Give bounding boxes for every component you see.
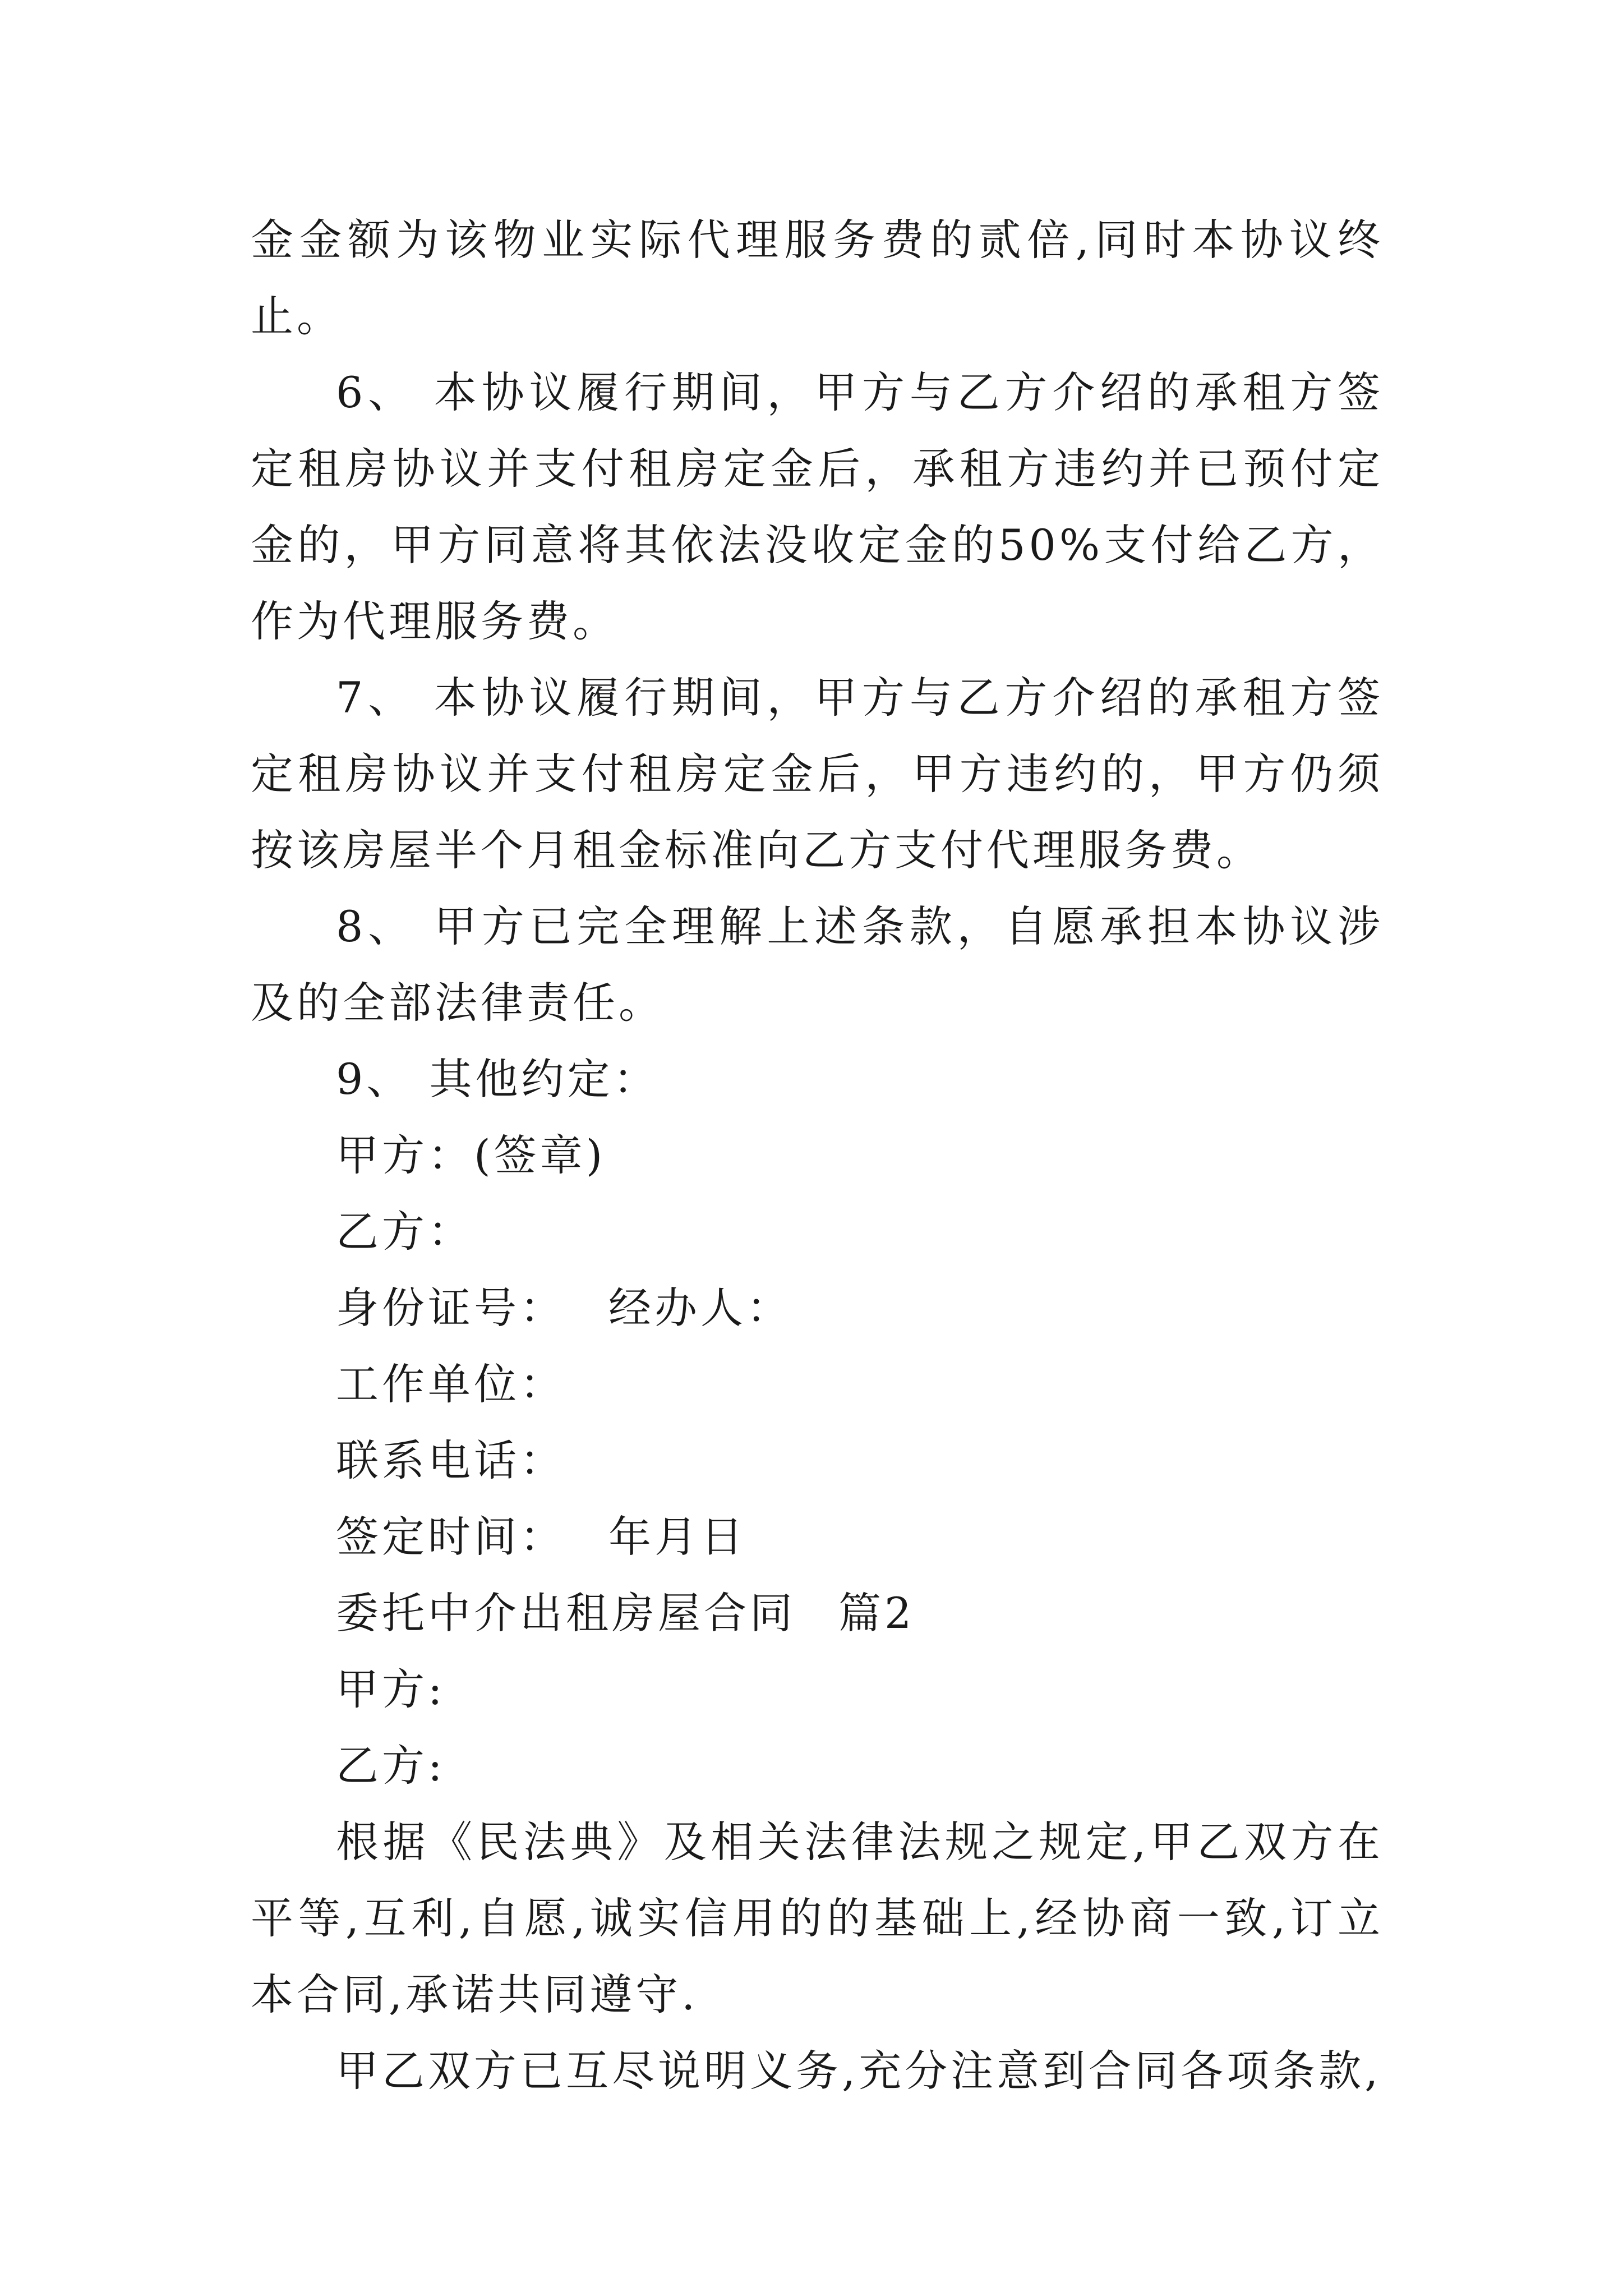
sign-time-line <box>251 1499 1384 1575</box>
party-a-2-line: 甲方: <box>336 1664 446 1714</box>
continuation-paragraph: 金金额为该物业实际代理服务费的贰倍,同时本协议终止。 <box>251 215 1384 341</box>
sign-time-label: 签定时间： <box>336 1512 566 1562</box>
clause-8-paragraph: 8、 甲方已完全理解上述条款，自愿承担本协议涉及的全部法律责任。 <box>251 901 1384 1028</box>
agent-label: 经办人： <box>608 1283 792 1333</box>
clause-7-paragraph: 7、 本协议履行期间，甲方与乙方介绍的承租方签定租房协议并支付租房定金后，甲方违约的，甲方仍须按该房屋半个月租金标准向乙方支付代理服务费。 <box>251 673 1384 875</box>
preamble-2-paragraph: 甲乙双方已互尽说明义务,充分注意到合同各项条款, <box>336 2046 1382 2096</box>
phone-line: 联系电话： <box>336 1435 566 1485</box>
id-agent-line <box>251 1270 1384 1346</box>
section-number: 篇2 <box>838 1588 915 1638</box>
document-body <box>251 202 1384 2109</box>
section-title-line <box>251 1575 1384 1651</box>
work-unit-line: 工作单位： <box>336 1359 566 1409</box>
party-b-2-line: 乙方: <box>336 1741 446 1791</box>
section-title: 委托中介出租房屋合同 <box>336 1588 796 1638</box>
party-b-line: 乙方： <box>336 1207 474 1257</box>
clause-6-paragraph: 6、 本协议履行期间，甲方与乙方介绍的承租方签定租房协议并支付租房定金后，承租方违约并已预付定金的，甲方同意将其依法没收定金的50%支付给乙方，作为代理服务费。 <box>251 367 1384 646</box>
clause-9-line: 9、 其他约定： <box>336 1054 660 1104</box>
sign-date-placeholder: 年月日 <box>608 1512 746 1562</box>
preamble-paragraph: 根据《民法典》及相关法律法规之规定,甲乙双方在平等,互利,自愿,诚实信用的的基础上,经协商一致,订立本合同,承诺共同遵守. <box>251 1817 1384 2019</box>
id-number-label: 身份证号： <box>336 1283 566 1333</box>
party-a-seal-line: 甲方：(签章) <box>336 1130 606 1180</box>
